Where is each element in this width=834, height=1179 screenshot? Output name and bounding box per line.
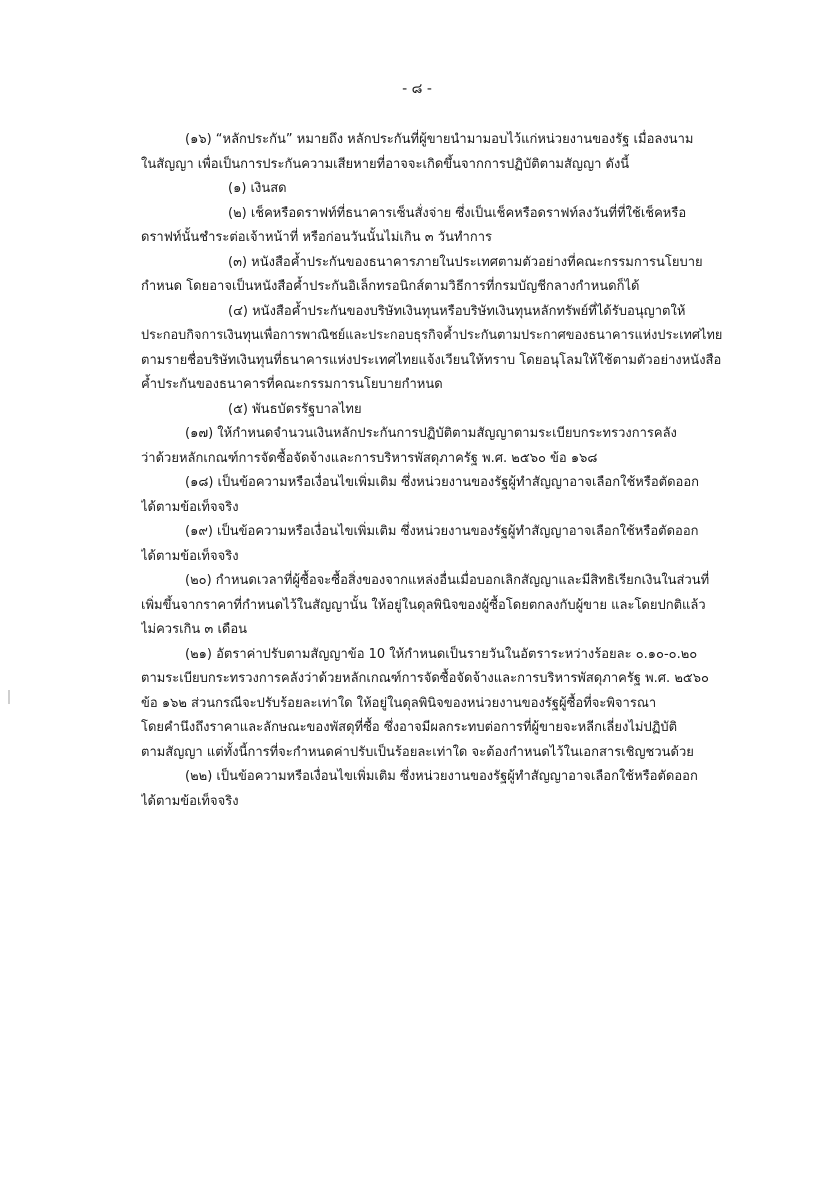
clause-16-item-3: (๓) หนังสือค้ำประกันของธนาคารภายในประเทศตามตัวอย่างที่คณะกรรมการนโยบาย (228, 254, 703, 270)
clause-16-item-2-continuation: ดราฟท์นั้นชำระต่อเจ้าหน้าที่ หรือก่อนวันนั้นไม่เกิน ๓ วันทำการ (141, 230, 492, 245)
clause-21-continuation-2: ข้อ ๑๖๒ ส่วนกรณีจะปรับร้อยละเท่าใด ให้อยู่ในดุลพินิจของหน่วยงานของรัฐผู้ซื้อที่จะพิจารณา (141, 695, 657, 711)
clause-20-continuation-1: เพิ่มขึ้นจากราคาที่กำหนดไว้ในสัญญานั้น ให้อยู่ในดุลพินิจของผู้ซื้อโดยตกลงกับผู้ขาย และโดยปกติแล้ว (141, 597, 706, 613)
clause-21-line: (๒๑) อัตราค่าปรับตามสัญญาข้อ 10 ให้กำหนดเป็นรายวันในอัตราระหว่างร้อยละ ๐.๑๐-๐.๒๐ (185, 646, 698, 662)
clause-21-continuation-1: ตามระเบียบกระทรวงการคลังว่าด้วยหลักเกณฑ์การจัดซื้อจัดจ้างและการบริหารพัสดุภาครัฐ พ.ศ. ๒๕๖๐ (141, 671, 709, 686)
clause-22-continuation: ได้ตามข้อเท็จจริง (141, 793, 239, 809)
clause-17-continuation: ว่าด้วยหลักเกณฑ์การจัดซื้อจัดจ้างและการบริหารพัสดุภาครัฐ พ.ศ. ๒๕๖๐ ข้อ ๑๖๘ (141, 450, 598, 466)
clause-17-line: (๑๗) ให้กำหนดจำนวนเงินหลักประกันการปฏิบัติตามสัญญาตามระเบียบกระทรวงการคลัง (185, 426, 677, 441)
clause-16-item-4-continuation-1: ประกอบกิจการเงินทุนเพื่อการพาณิชย์และประกอบธุรกิจค้ำประกันตามประกาศของธนาคารแห่งประเทศไทย (141, 328, 723, 343)
clause-16-item-4-continuation-3: ค้ำประกันของธนาคารที่คณะกรรมการนโยบายกำหนด (141, 377, 443, 392)
clause-16-item-1: (๑) เงินสด (228, 181, 287, 196)
clause-21-continuation-4: ตามสัญญา แต่ทั้งนี้การที่จะกำหนดค่าปรับเป็นร้อยละเท่าใด จะต้องกำหนดไว้ในเอกสารเชิญชวนด้วย (141, 744, 694, 760)
clause-16-item-4-continuation-2: ตามรายชื่อบริษัทเงินทุนที่ธนาคารแห่งประเทศไทยแจ้งเวียนให้ทราบ โดยอนุโลมให้ใช้ตามตัวอย่างหนังสือ (141, 352, 722, 368)
clause-18-continuation: ได้ตามข้อเท็จจริง (141, 499, 239, 515)
clause-20-continuation-2: ไม่ควรเกิน ๓ เดือน (141, 622, 248, 637)
clause-18-line: (๑๘) เป็นข้อความหรือเงื่อนไขเพิ่มเติม ซึ่งหน่วยงานของรัฐผู้ทำสัญญาอาจเลือกใช้หรือตัดออก (185, 475, 700, 490)
document-body (141, 128, 726, 814)
clause-19-line: (๑๙) เป็นข้อความหรือเงื่อนไขเพิ่มเติม ซึ่งหน่วยงานของรัฐผู้ทำสัญญาอาจเลือกใช้หรือตัดออก (185, 524, 699, 539)
clause-21-continuation-3: โดยคำนึงถึงราคาและลักษณะของพัสดุที่ซื้อ ซึ่งอาจมีผลกระทบต่อการที่ผู้ขายจะหลีกเลี่ยงไม่ปฏิบัติ (141, 720, 678, 735)
clause-22-line: (๒๒) เป็นข้อความหรือเงื่อนไขเพิ่มเติม ซึ่งหน่วยงานของรัฐผู้ทำสัญญาอาจเลือกใช้หรือตัดออก (185, 769, 698, 784)
clause-16-item-3-continuation: กำหนด โดยอาจเป็นหนังสือค้ำประกันอิเล็กทรอนิกส์ตามวิธีการที่กรมบัญชีกลางกำหนดก็ได้ (141, 279, 640, 294)
scan-edge-mark (8, 690, 10, 704)
clause-16-line: (๑๖) “หลักประกัน” หมายถึง หลักประกันที่ผู้ขายนำมามอบไว้แก่หน่วยงานของรัฐ เมื่อลงนาม (185, 132, 694, 147)
clause-16-item-5: (๕) พันธบัตรรัฐบาลไทย (228, 401, 362, 417)
clause-16-item-4: (๔) หนังสือค้ำประกันของบริษัทเงินทุนหรือบริษัทเงินทุนหลักทรัพย์ที่ได้รับอนุญาตให้ (228, 303, 686, 319)
clause-16-item-2: (๒) เช็คหรือดราฟท์ที่ธนาคารเซ็นสั่งจ่าย ซึ่งเป็นเช็คหรือดราฟท์ลงวันที่ที่ใช้เช็คหรือ (228, 205, 687, 221)
clause-20-line: (๒๐) กำหนดเวลาที่ผู้ซื้อจะซื้อสิ่งของจากแหล่งอื่นเมื่อบอกเลิกสัญญาและมีสิทธิเรียกเงินในส่วนที่ (185, 573, 710, 588)
clause-16-continuation: ในสัญญา เพื่อเป็นการประกันความเสียหายที่อาจจะเกิดขึ้นจากการปฏิบัติตามสัญญา ดังนี้ (141, 156, 630, 172)
page-number: - ๘ - (402, 81, 432, 97)
clause-19-continuation: ได้ตามข้อเท็จจริง (141, 548, 239, 564)
